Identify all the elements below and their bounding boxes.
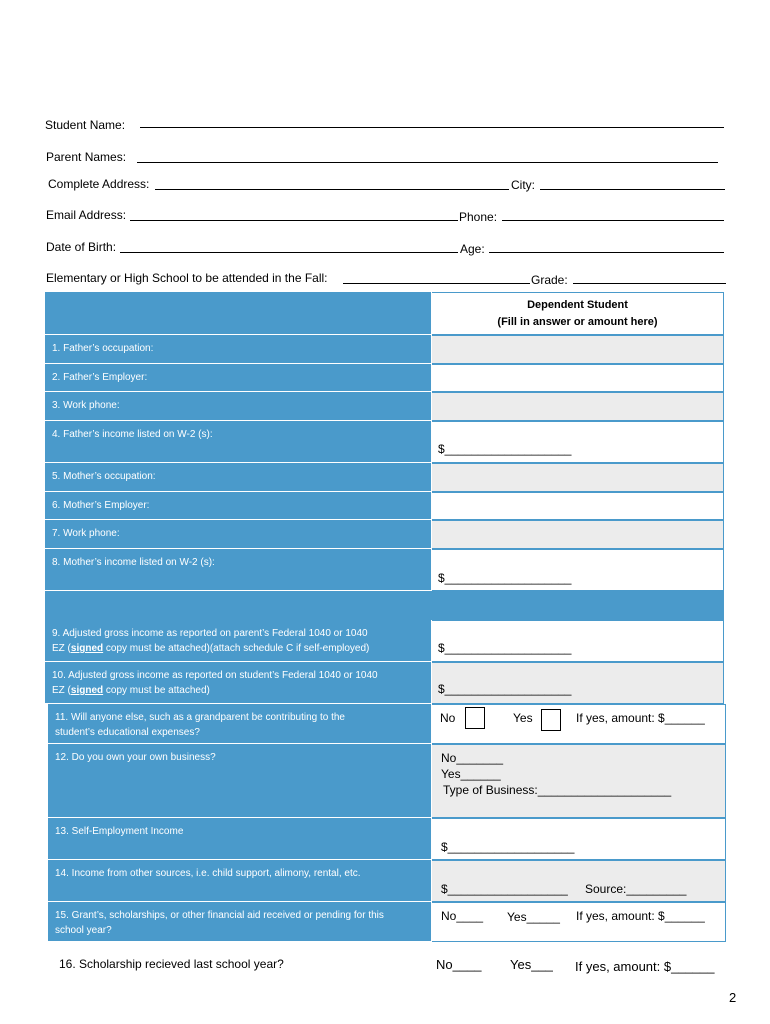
table-header-blank — [45, 292, 432, 335]
table-header-dependent — [432, 292, 724, 335]
row-label-9 — [45, 620, 432, 662]
grade-label: Grade: — [531, 273, 568, 287]
row-11-line1: 11. Will anyone else, such as a grandparent be contributing to the — [55, 712, 345, 723]
row-label-7: 7. Work phone: — [45, 520, 432, 549]
q12-business-type[interactable]: Type of Business:____________________ — [443, 783, 672, 797]
q12-no[interactable]: No_______ — [441, 751, 504, 765]
answer-6[interactable] — [432, 492, 724, 520]
row-label-6: 6. Mother’s Employer: — [45, 492, 432, 520]
row-label-1: 1. Father’s occupation: — [45, 335, 432, 364]
row-10-line1: 10. Adjusted gross income as reported on student’s Federal 1040 or 1040 — [52, 670, 378, 681]
row-label-3: 3. Work phone: — [45, 392, 432, 421]
row-label-8: 8. Mother’s income listed on W-2 (s): — [45, 549, 432, 591]
dob-label: Date of Birth: — [46, 240, 117, 254]
age-label: Age: — [460, 242, 485, 256]
grade-line[interactable] — [573, 283, 726, 284]
answer-7[interactable] — [432, 520, 724, 549]
row-label-11 — [48, 704, 432, 744]
q12-yes[interactable]: Yes______ — [441, 767, 501, 781]
email-label: Email Address: — [46, 208, 127, 222]
page-number: 2 — [729, 990, 737, 1005]
answer-2[interactable] — [432, 364, 724, 392]
email-line[interactable] — [130, 220, 458, 221]
section-divider — [45, 591, 724, 620]
row-label-12: 12. Do you own your own business? — [48, 744, 432, 818]
answer-14-dollar[interactable]: $__________________ — [441, 882, 568, 896]
answer-14-source[interactable]: Source:_________ — [585, 882, 687, 896]
q11-yes-label: Yes — [513, 711, 533, 725]
q16-yes[interactable]: Yes___ — [510, 957, 553, 972]
student-name-label: Student Name: — [45, 118, 126, 132]
answer-3[interactable] — [432, 392, 724, 421]
row-label-2: 2. Father’s Employer: — [45, 364, 432, 392]
row-label-5: 5. Mother’s occupation: — [45, 463, 432, 492]
row-label-13: 13. Self-Employment Income — [48, 818, 432, 860]
school-line[interactable] — [343, 283, 530, 284]
city-label: City: — [511, 178, 535, 192]
phone-line[interactable] — [502, 220, 724, 221]
q15-yes[interactable]: Yes_____ — [507, 910, 560, 924]
q11-no-label: No — [440, 711, 456, 725]
q16-amount[interactable]: If yes, amount: $______ — [575, 959, 715, 974]
address-line[interactable] — [155, 189, 509, 190]
row-10-line2: EZ (signed copy must be attached) — [52, 685, 210, 696]
city-line[interactable] — [540, 189, 725, 190]
school-label: Elementary or High School to be attended in the Fall: — [46, 271, 328, 285]
row-label-10 — [45, 662, 432, 704]
row-label-15 — [48, 902, 432, 942]
dob-line[interactable] — [120, 252, 458, 253]
q11-no-checkbox[interactable] — [465, 707, 485, 729]
row-11-line2: student’s educational expenses? — [55, 727, 200, 738]
q16-label: 16. Scholarship recieved last school year? — [59, 957, 284, 971]
answer-5[interactable] — [432, 463, 724, 492]
q15-amount[interactable]: If yes, amount: $______ — [576, 909, 705, 923]
q15-no[interactable]: No____ — [441, 909, 484, 923]
row-label-14: 14. Income from other sources, i.e. child support, alimony, rental, etc. — [48, 860, 432, 902]
q16-no[interactable]: No____ — [436, 957, 482, 972]
header-subtitle: (Fill in answer or amount here) — [497, 316, 658, 328]
q11-amount[interactable]: If yes, amount: $______ — [576, 711, 705, 725]
answer-13-dollar[interactable]: $___________________ — [441, 840, 575, 854]
parent-names-label: Parent Names: — [46, 150, 127, 164]
row-15-line1: 15. Grant’s, scholarships, or other financial aid received or pending for this — [55, 910, 384, 921]
row-15-line2: school year? — [55, 925, 112, 936]
phone-label: Phone: — [459, 210, 498, 224]
row-9-line1: 9. Adjusted gross income as reported on parent’s Federal 1040 or 1040 — [52, 628, 368, 639]
parent-names-line[interactable] — [137, 162, 718, 163]
answer-1[interactable] — [432, 335, 724, 364]
age-line[interactable] — [489, 252, 724, 253]
row-9-line2: EZ (signed copy must be attached)(attach schedule C if self-employed) — [52, 643, 370, 654]
q11-yes-checkbox[interactable] — [541, 709, 561, 731]
answer-8-dollar[interactable]: $___________________ — [438, 571, 572, 585]
header-title: Dependent Student — [527, 299, 628, 311]
answer-4-dollar[interactable]: $___________________ — [438, 442, 572, 456]
answer-9-dollar[interactable]: $___________________ — [438, 641, 572, 655]
row-label-4: 4. Father’s income listed on W-2 (s): — [45, 421, 432, 463]
address-label: Complete Address: — [48, 177, 150, 191]
answer-10-dollar[interactable]: $___________________ — [438, 682, 572, 696]
student-name-line[interactable] — [140, 127, 724, 128]
